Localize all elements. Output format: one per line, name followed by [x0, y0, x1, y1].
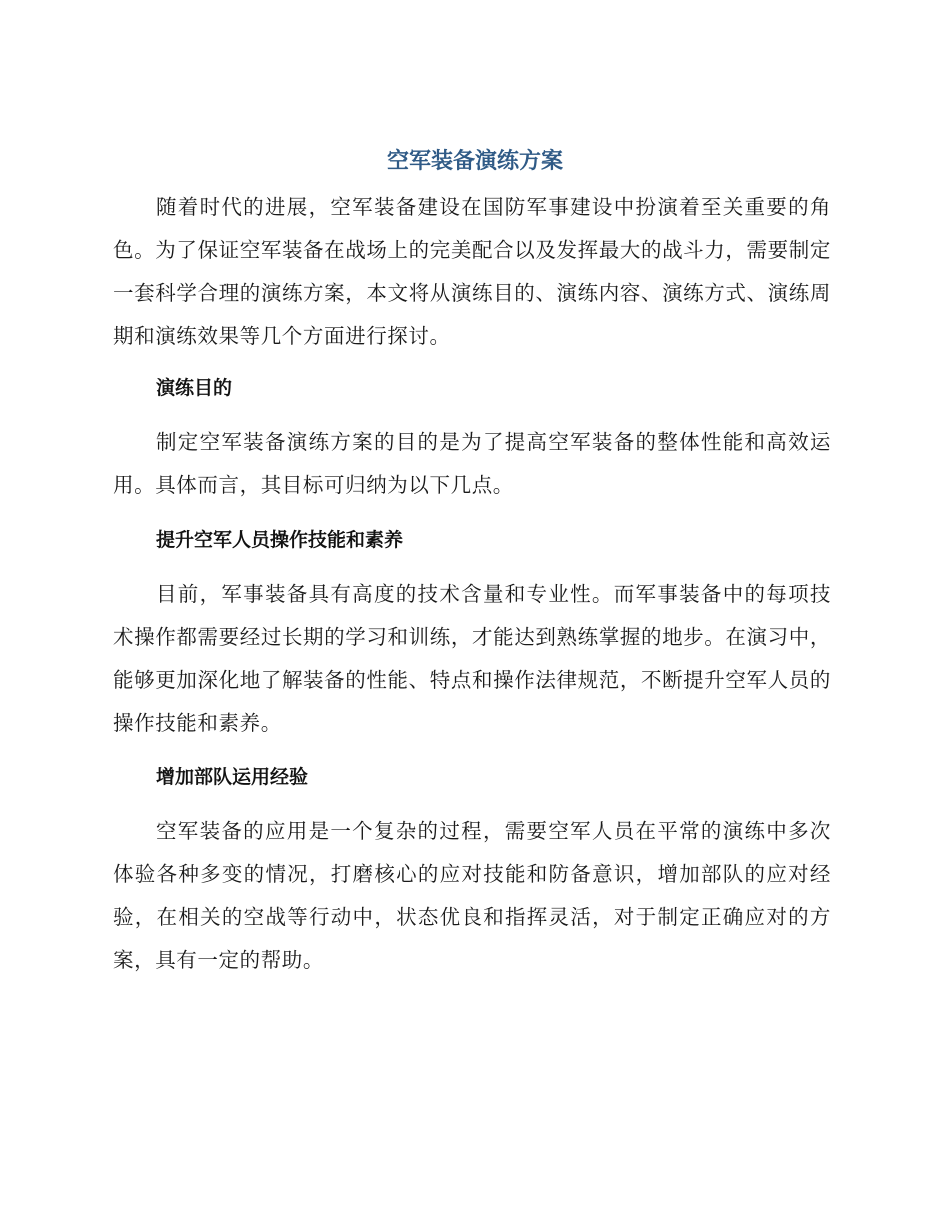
intro-paragraph: 随着时代的进展，空军装备建设在国防军事建设中扮演着至关重要的角色。为了保证空军装备在战场上的完美配合以及发挥最大的战斗力，需要制定一套科学合理的演练方案，本文将从演练目的、演练内容、演练方式、演练周期和演练效果等几个方面进行探讨。: [113, 195, 831, 348]
section-heading-purpose: 演练目的: [156, 377, 233, 399]
section-paragraph-experience: 空军装备的应用是一个复杂的过程，需要空军人员在平常的演练中多次体验各种多变的情况，打磨核心的应对技能和防备意识，增加部队的应对经验，在相关的空战等行动中，状态优良和指挥灵活，对于制定正确应对的方案，具有一定的帮助。: [113, 819, 831, 972]
section-heading-skills: 提升空军人员操作技能和素养: [156, 529, 404, 551]
section-paragraph-purpose: 制定空军装备演练方案的目的是为了提高空军装备的整体性能和高效运用。具体而言，其目标可归纳为以下几点。: [113, 430, 831, 497]
section-paragraph-skills: 目前，军事装备具有高度的技术含量和专业性。而军事装备中的每项技术操作都需要经过长期的学习和训练，才能达到熟练掌握的地步。在演习中，能够更加深化地了解装备的性能、特点和操作法律规范，不断提升空军人员的操作技能和素养。: [113, 582, 831, 735]
document-title: 空军装备演练方案: [386, 149, 563, 174]
section-heading-experience: 增加部队运用经验: [156, 766, 309, 788]
